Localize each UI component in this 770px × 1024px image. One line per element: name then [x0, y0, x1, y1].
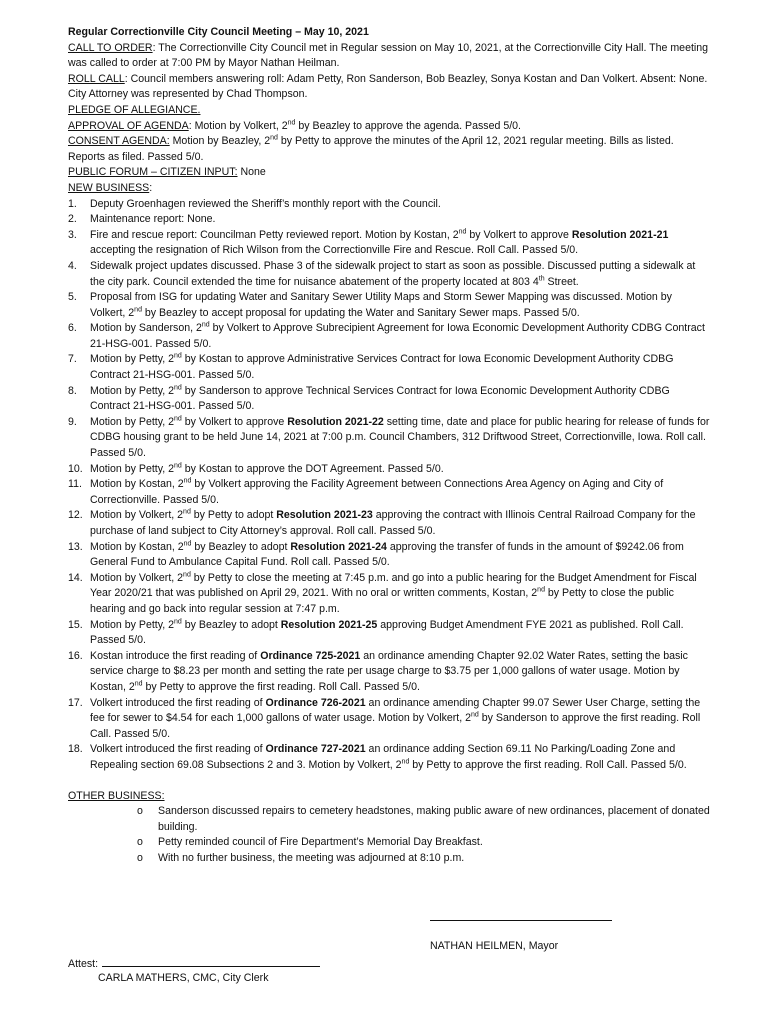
resolution-label: Resolution 2021-21: [571, 228, 669, 241]
list-item: 5. Proposal from ISG for updating Water and Sanitary Sewer Utility Maps and Storm Sewer Mapping was discussed. Motion by Volkert, 2nd by Beazley to accept proposal for updating the Water and Sanitary Sewer maps. Passed 5/0.: [68, 291, 672, 319]
call-to-order-text: : The Correctionville City Council met in Regular session on May 10, 2021, at the Correctionville City Hall. The meeting was called to order at 7:00 PM by Mayor Nathan Heilman.: [68, 41, 709, 70]
list-item: 2. Maintenance report: None.: [68, 213, 216, 226]
list-item: 3. Fire and rescue report: Councilman Petty reviewed report. Motion by Kostan, 2nd by Volkert to approve Resolution 2021-21 accepting the resignation of Rich Wilson from the Correctionville Fire and Rescue. Roll Call. Passed 5/0.: [68, 228, 669, 257]
bullet-icon: o: [137, 851, 143, 864]
bullet-icon: o: [137, 805, 143, 818]
ordinance-label: Ordinance 725-2021: [260, 649, 361, 662]
list-item: o Petty reminded council of Fire Department’s Memorial Day Breakfast.: [68, 835, 710, 851]
list-item: 17. Volkert introduced the first reading of Ordinance 726-2021 an ordinance amending Chapter 99.07 Sewer User Charge, setting the fee for sewer to $4.54 for each 1,000 gallons of water usage. Motion by Volkert, 2nd by Sanderson to approve the first reading. Roll Call. Passed 5/0.: [68, 696, 701, 740]
resolution-label: Resolution 2021-22: [287, 415, 384, 428]
other-business-list: [68, 804, 710, 866]
pledge-heading: PLEDGE OF ALLEGIANCE.: [68, 103, 201, 116]
call-to-order-label: CALL TO ORDER: [68, 41, 153, 54]
document-title: Regular Correctionville City Council Meeting – May 10, 2021: [68, 26, 369, 38]
resolution-label: Resolution 2021-24: [290, 540, 387, 553]
mayor-signature-line: [430, 920, 612, 921]
bullet-icon: o: [137, 836, 143, 849]
list-item: 15. Motion by Petty, 2nd by Beazley to adopt Resolution 2021-25 approving Budget Amendment FYE 2021 as published. Roll Call. Passed 5/0.: [68, 618, 684, 647]
public-forum-label: PUBLIC FORUM – CITIZEN INPUT:: [68, 166, 238, 179]
consent-agenda-section: CONSENT AGENDA: Motion by Beazley, 2nd by Petty to approve the minutes of the April 12, 2021 regular meeting. Bills as listed. Reports as filed. Passed 5/0.: [68, 134, 674, 163]
clerk-name: CARLA MATHERS, CMC, City Clerk: [98, 972, 269, 984]
roll-call-text: : Council members answering roll: Adam Petty, Ron Sanderson, Bob Beazley, Sonya Kostan and Dan Volkert. Absent: None. City Attorney was represented by Chad Thompson.: [68, 72, 708, 101]
roll-call-section: [68, 72, 710, 103]
list-item: o Sanderson discussed repairs to cemetery headstones, making public aware of new ordinances, placement of donated building.: [137, 805, 710, 833]
consent-agenda-label: CONSENT AGENDA:: [68, 135, 170, 148]
list-item: 16. Kostan introduce the first reading of Ordinance 725-2021 an ordinance amending Chapter 92.02 Water Rates, setting the basic service charge to $8.23 per month and setting the rate per usage charge to $3.75 per 1,000 gallons of water usage. Motion by Kostan, 2nd by Petty to approve the first reading. Roll Call. Passed 5/0.: [68, 649, 688, 693]
ordinance-label: Ordinance 727-2021: [265, 743, 366, 756]
list-item: 10. Motion by Petty, 2nd by Kostan to approve the DOT Agreement. Passed 5/0.: [68, 462, 444, 475]
list-item: 12. Motion by Volkert, 2nd by Petty to adopt Resolution 2021-23 approving the contract with Illinois Central Railroad Company for the purchase of land subject to City Attorney’s approval. Roll call. Passed 5/0.: [68, 508, 696, 537]
list-item: 11. Motion by Kostan, 2nd by Volkert approving the Facility Agreement between Connections Area Agency on Aging and City of Correctionville. Passed 5/0.: [68, 477, 664, 506]
approval-agenda-section: APPROVAL OF AGENDA: Motion by Volkert, 2nd by Beazley to approve the agenda. Passed 5/0.: [68, 119, 521, 132]
list-item: 13. Motion by Kostan, 2nd by Beazley to adopt Resolution 2021-24 approving the transfer of funds in the amount of $9242.06 from General Fund to Ambulance Capital Fund. Roll call. Passed 5/0.: [68, 540, 684, 569]
list-item: o With no further business, the meeting was adjourned at 8:10 p.m.: [68, 851, 710, 867]
new-business-list: [68, 197, 710, 774]
clerk-signature-line: [102, 956, 320, 967]
mayor-name: NATHAN HEILMEN, Mayor: [430, 940, 559, 952]
list-item: 18. Volkert introduced the first reading of Ordinance 727-2021 an ordinance adding Section 69.11 No Parking/Loading Zone and Repealing section 69.08 Subsections 2 and 3. Motion by Volkert, 2nd by Petty to approve the first reading. Roll Call. Passed 5/0.: [68, 743, 687, 771]
list-item: 1. Deputy Groenhagen reviewed the Sheriff’s monthly report with the Council.: [68, 197, 441, 210]
new-business-heading: NEW BUSINESS:: [68, 181, 153, 194]
approval-agenda-label: APPROVAL OF AGENDA: [68, 119, 189, 132]
list-item: 4. Sidewalk project updates discussed. Phase 3 of the sidewalk project to start as soon as possible. Discussed putting a sidewalk at the city park. Council extended the time for nuisance abatement of the property located at 803 4th Street.: [68, 259, 696, 288]
other-business-section: [68, 789, 710, 867]
resolution-label: Resolution 2021-25: [280, 618, 378, 631]
roll-call-label: ROLL CALL: [68, 72, 125, 85]
list-item: 8. Motion by Petty, 2nd by Sanderson to approve Technical Services Contract for Iowa Economic Development Authority CDBG Contract 21-HSG-001. Passed 5/0.: [68, 384, 670, 413]
call-to-order-section: [68, 41, 710, 72]
resolution-label: Resolution 2021-23: [276, 509, 373, 522]
other-business-heading: OTHER BUSINESS:: [68, 789, 165, 802]
list-item: 9. Motion by Petty, 2nd by Volkert to approve Resolution 2021-22 setting time, date and place for public hearing for release of funds for CDBG housing grant to be held June 14, 2021 at 7:00 p.m. Council Chambers, 312 Driftwood Street, Correctionville, Iowa. Roll call. Passed 5/0.: [68, 415, 710, 460]
list-item: 14. Motion by Volkert, 2nd by Petty to close the meeting at 7:45 p.m. and go into a public hearing for the Budget Amendment for Fiscal Year 2020/21 that was published on April 29, 2021. With no oral or written comments, Kostan, 2nd by Petty to close the public hearing and go back into regular session at 7:47 p.m.: [68, 571, 697, 615]
attest-label: Attest:: [68, 958, 99, 970]
public-forum-section: PUBLIC FORUM – CITIZEN INPUT: None: [68, 166, 266, 179]
list-item: 6. Motion by Sanderson, 2nd by Volkert to Approve Subrecipient Agreement for Iowa Economic Development Authority CDBG Contract 21-HSG-001. Passed 5/0.: [68, 321, 705, 350]
list-item: 7. Motion by Petty, 2nd by Kostan to approve Administrative Services Contract for Iowa Economic Development Authority CDBG Contract 21-HSG-001. Passed 5/0.: [68, 352, 674, 382]
ordinance-label: Ordinance 726-2021: [265, 696, 366, 709]
